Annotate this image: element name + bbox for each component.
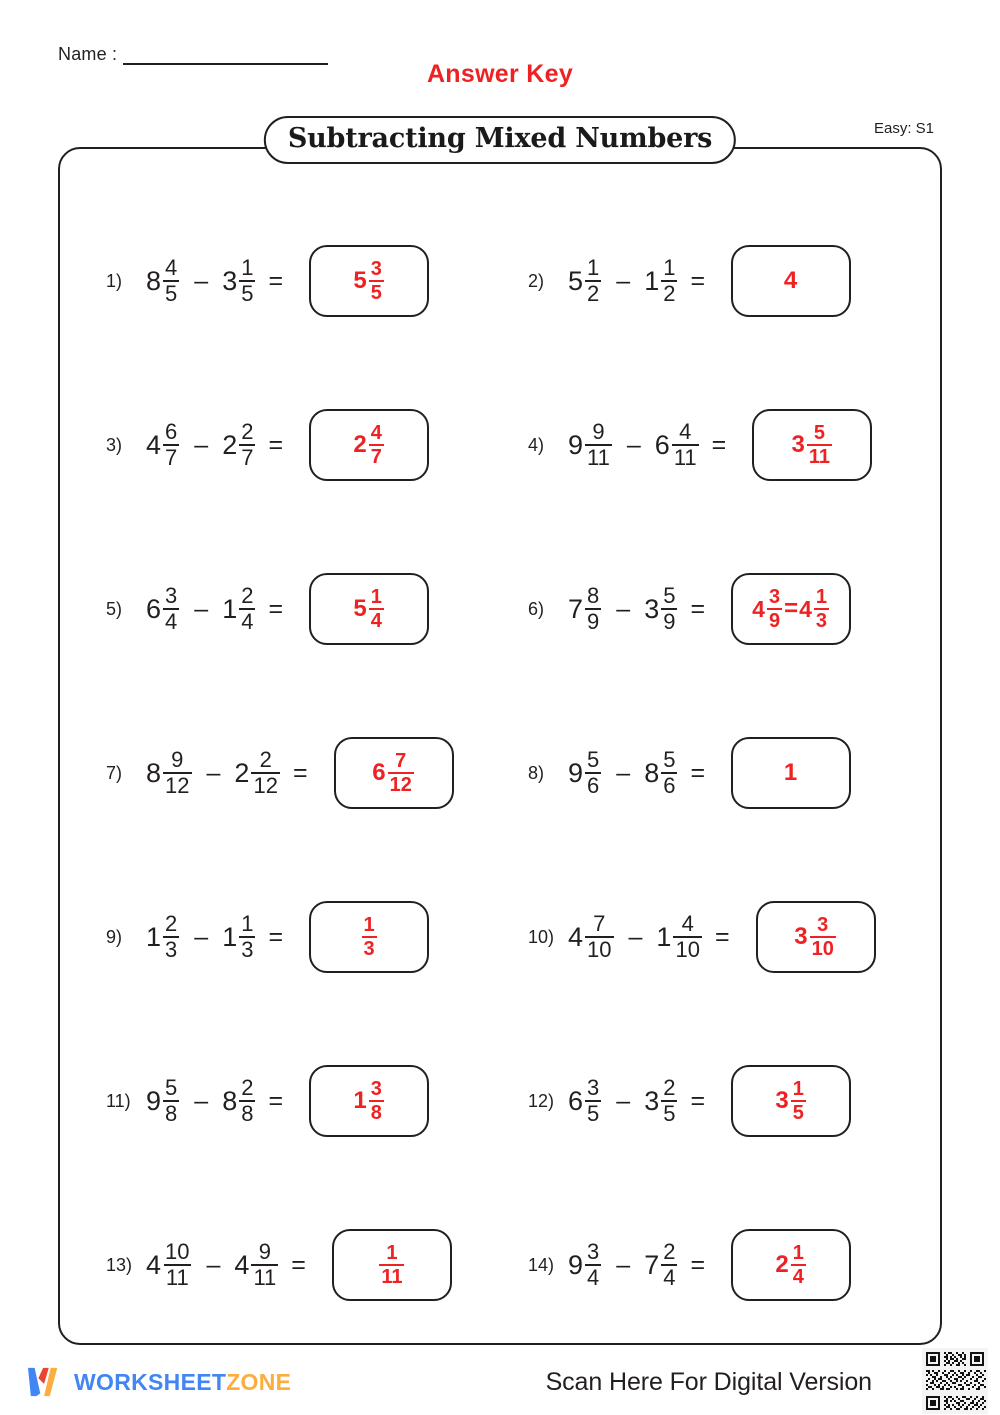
fraction	[790, 1243, 807, 1287]
answer-value	[378, 1243, 405, 1287]
fraction-denominator: 9	[768, 610, 781, 632]
fraction	[162, 749, 192, 797]
answer-box[interactable]	[332, 1229, 452, 1301]
fraction-numerator: 2	[165, 911, 178, 936]
fraction-denominator: 4	[663, 1265, 676, 1290]
fraction-numerator: 1	[663, 255, 676, 280]
minus-operator: –	[194, 266, 209, 295]
subtrahend-term	[234, 1241, 279, 1289]
problem-number: 7)	[106, 762, 123, 783]
fraction-numerator: 1	[363, 914, 375, 936]
fraction-denominator: 10	[675, 937, 700, 962]
fraction-denominator: 5	[587, 1101, 600, 1126]
answer-box[interactable]	[731, 737, 851, 809]
minus-operator: –	[616, 1250, 631, 1279]
minus-operator: –	[194, 430, 209, 459]
fraction-denominator: 7	[241, 445, 254, 470]
equals-operator: =	[690, 266, 706, 295]
logo-text-zone: ZONE	[226, 1368, 292, 1395]
fraction-numerator: 10	[165, 1239, 190, 1264]
answer-value	[353, 1079, 384, 1123]
fraction	[660, 1241, 678, 1289]
problem-number: 3)	[106, 434, 123, 455]
fraction-denominator: 7	[370, 446, 382, 468]
answer-box[interactable]	[756, 901, 876, 973]
fraction-numerator: 3	[587, 1075, 600, 1100]
answer-value	[372, 751, 415, 795]
subtrahend-term	[222, 913, 256, 961]
problem-item	[500, 1183, 942, 1347]
fraction	[790, 1079, 807, 1123]
fraction	[584, 749, 602, 797]
subtrahend-term	[655, 421, 700, 469]
subtrahend-whole: 3	[644, 593, 660, 624]
fraction-numerator: 2	[663, 1239, 676, 1264]
fraction	[250, 1241, 279, 1289]
subtrahend-whole: 1	[222, 921, 238, 952]
equals-operator: =	[268, 1086, 284, 1115]
problem-item	[58, 527, 500, 691]
fraction	[238, 913, 256, 961]
minus-operator: –	[616, 266, 631, 295]
fraction	[584, 585, 602, 633]
equals-operator: =	[690, 594, 706, 623]
equals-operator: =	[690, 1250, 706, 1279]
fraction-denominator: 2	[663, 281, 676, 306]
fraction-numerator: 6	[165, 419, 178, 444]
minuend-term	[146, 421, 180, 469]
problem-number: 6)	[528, 598, 545, 619]
minuend-term	[568, 585, 602, 633]
fraction-denominator: 11	[673, 445, 697, 470]
fraction-denominator: 5	[663, 1101, 676, 1126]
fraction-denominator: 10	[811, 938, 834, 960]
problem-number: 14)	[528, 1254, 555, 1275]
equals-operator: =	[268, 922, 284, 951]
fraction-denominator: 3	[241, 937, 254, 962]
problem-number: 2)	[528, 270, 545, 291]
problem-number: 5)	[106, 598, 123, 619]
fraction	[584, 1077, 602, 1125]
page-title: Subtracting Mixed Numbers	[287, 123, 713, 154]
fraction	[584, 1241, 602, 1289]
minus-operator: –	[628, 922, 643, 951]
problem-item	[58, 1019, 500, 1183]
minuend-term	[568, 1241, 602, 1289]
fraction-denominator: 8	[370, 1102, 382, 1124]
fraction-numerator: 5	[813, 422, 825, 444]
minus-operator: –	[616, 594, 631, 623]
minuend-whole: 5	[568, 265, 584, 296]
minus-operator: –	[616, 758, 631, 787]
minuend-term	[146, 585, 180, 633]
fraction-numerator: 3	[165, 583, 178, 608]
problem-number: 4)	[528, 434, 545, 455]
fraction	[660, 585, 678, 633]
problem-item	[500, 527, 942, 691]
minuend-whole: 4	[568, 921, 584, 952]
answer-box[interactable]	[731, 573, 851, 645]
fraction-denominator: 4	[587, 1265, 600, 1290]
fraction	[806, 423, 833, 467]
fraction	[162, 257, 180, 305]
answer-box[interactable]	[309, 1065, 429, 1137]
fraction-denominator: 3	[165, 937, 178, 962]
minuend-term	[146, 749, 193, 797]
answer-whole: 2	[775, 1251, 789, 1278]
equals-operator: =	[714, 922, 730, 951]
fraction-denominator: 4	[241, 609, 254, 634]
answer-value	[361, 915, 378, 959]
fraction	[660, 1077, 678, 1125]
equals-operator: =	[292, 758, 308, 787]
answer-box[interactable]	[731, 1065, 851, 1137]
fraction-numerator: 4	[681, 911, 694, 936]
subtrahend-whole: 1	[644, 265, 660, 296]
subtrahend-whole: 4	[234, 1249, 250, 1280]
answer-value	[792, 423, 834, 467]
fraction-numerator: 1	[241, 911, 254, 936]
fraction-numerator: 1	[815, 586, 827, 608]
fraction	[368, 259, 385, 303]
worksheet-title-pill	[264, 116, 736, 164]
minuend-whole: 6	[568, 1085, 584, 1116]
minuend-whole: 9	[568, 429, 584, 460]
answer-whole: 6	[372, 759, 386, 786]
subtrahend-term	[644, 749, 678, 797]
fraction-denominator: 12	[253, 773, 278, 798]
fraction-numerator: 2	[241, 1075, 254, 1100]
difficulty-level-tag: Easy: S1	[870, 120, 938, 137]
fraction	[162, 913, 180, 961]
fraction	[813, 587, 830, 631]
answer-whole: 1	[783, 759, 798, 786]
answer-whole: 3	[775, 1087, 789, 1114]
equals-operator: =	[690, 1086, 706, 1115]
fraction	[387, 751, 415, 795]
fraction-numerator: 7	[593, 911, 606, 936]
answer-whole: 5	[353, 595, 367, 622]
fraction-numerator: 1	[386, 1242, 398, 1264]
fraction-numerator: 4	[370, 422, 382, 444]
answer-value	[775, 1243, 806, 1287]
fraction-denominator: 12	[389, 774, 412, 796]
answer-whole: 1	[353, 1087, 367, 1114]
minus-operator: –	[194, 594, 209, 623]
answer-value	[353, 587, 384, 631]
problem-grid	[58, 147, 942, 1345]
answer-value	[775, 1079, 806, 1123]
problem-item	[500, 199, 942, 363]
answer-value	[353, 423, 384, 467]
minuend-term	[568, 421, 613, 469]
scan-instruction-text: Scan Here For Digital Version	[545, 1368, 872, 1396]
logo-text-worksheet: WORKSHEET	[74, 1368, 227, 1395]
answer-value	[784, 269, 798, 293]
fraction-denominator: 5	[370, 282, 382, 304]
answer-whole: 4	[752, 595, 765, 622]
fraction	[238, 421, 256, 469]
fraction-numerator: 9	[592, 419, 605, 444]
fraction-denominator: 4	[792, 1266, 804, 1288]
problem-item	[58, 363, 500, 527]
logo-w-mark	[26, 1365, 64, 1399]
fraction-denominator: 8	[241, 1101, 254, 1126]
answer-value	[784, 761, 798, 785]
fraction	[162, 585, 180, 633]
equals-operator: =	[291, 1250, 306, 1279]
fraction-numerator: 3	[370, 258, 382, 280]
equals-operator: =	[690, 758, 706, 787]
problem-item	[500, 1019, 942, 1183]
fraction	[162, 421, 180, 469]
problem-number: 9)	[106, 926, 123, 947]
answer-box[interactable]	[309, 901, 429, 973]
fraction	[660, 749, 678, 797]
fraction	[766, 587, 783, 631]
minuend-whole: 9	[568, 1249, 584, 1280]
fraction-denominator: 3	[815, 610, 827, 632]
subtrahend-whole: 7	[644, 1249, 660, 1280]
fraction-denominator: 9	[587, 609, 600, 634]
problem-item	[500, 691, 942, 855]
subtrahend-term	[222, 421, 256, 469]
answer-value	[752, 587, 830, 631]
minuend-whole: 7	[568, 593, 584, 624]
fraction-numerator: 2	[241, 419, 254, 444]
fraction	[672, 913, 702, 961]
fraction-denominator: 11	[253, 1265, 277, 1290]
fraction-denominator: 10	[587, 937, 612, 962]
fraction-denominator: 11	[381, 1266, 403, 1288]
minus-operator: –	[206, 758, 221, 787]
fraction	[378, 1243, 405, 1287]
fraction	[809, 915, 837, 959]
subtrahend-whole: 8	[644, 757, 660, 788]
problem-number: 12)	[528, 1090, 555, 1111]
problem-item	[58, 691, 500, 855]
fraction-numerator: 1	[792, 1078, 804, 1100]
minuend-whole: 9	[146, 1085, 162, 1116]
problem-number: 1)	[106, 270, 123, 291]
fraction-numerator: 1	[792, 1242, 804, 1264]
fraction-denominator: 4	[370, 610, 382, 632]
minus-operator: –	[194, 1086, 209, 1115]
fraction	[660, 257, 678, 305]
name-label: Name :	[58, 44, 118, 64]
fraction-denominator: 11	[587, 445, 610, 470]
minus-operator: –	[206, 1250, 221, 1279]
subtrahend-whole: 3	[222, 265, 238, 296]
minus-operator: –	[626, 430, 641, 459]
fraction	[368, 1079, 385, 1123]
problem-item	[58, 199, 500, 363]
minuend-term	[568, 1077, 602, 1125]
minuend-whole: 9	[568, 757, 584, 788]
fraction-numerator: 9	[258, 1239, 271, 1264]
minuend-term	[146, 1077, 180, 1125]
answer-whole: 4	[783, 267, 798, 294]
problem-item	[58, 855, 500, 1019]
fraction	[238, 1077, 256, 1125]
answer-box[interactable]	[309, 409, 429, 481]
fraction-numerator: 4	[165, 255, 178, 280]
problem-number: 11)	[106, 1090, 131, 1111]
equals-operator: =	[268, 430, 284, 459]
fraction	[238, 257, 256, 305]
subtrahend-term	[222, 1077, 256, 1125]
fraction-denominator: 12	[165, 773, 190, 798]
answer-box[interactable]	[731, 1229, 851, 1301]
minuend-whole: 1	[146, 921, 162, 952]
minuend-whole: 8	[146, 265, 162, 296]
answer-value	[353, 259, 384, 303]
minuend-term	[568, 257, 602, 305]
fraction-denominator: 7	[165, 445, 178, 470]
fraction-numerator: 4	[679, 419, 692, 444]
subtrahend-whole: 3	[644, 1085, 660, 1116]
minus-operator: –	[616, 1086, 631, 1115]
problem-number: 8)	[528, 762, 545, 783]
fraction-numerator: 5	[663, 747, 676, 772]
fraction-numerator: 2	[663, 1075, 676, 1100]
subtrahend-whole: 2	[234, 757, 250, 788]
fraction-numerator: 5	[587, 747, 600, 772]
fraction-denominator: 6	[663, 773, 676, 798]
subtrahend-term	[222, 257, 256, 305]
minuend-term	[568, 913, 615, 961]
answer-whole: 3	[791, 431, 805, 458]
fraction	[671, 421, 700, 469]
fraction-denominator: 5	[241, 281, 254, 306]
fraction-numerator: 3	[587, 1239, 600, 1264]
answer-box[interactable]	[752, 409, 872, 481]
subtrahend-term	[644, 1077, 678, 1125]
answer-key-label: Answer Key	[426, 60, 574, 88]
subtrahend-whole: 2	[222, 429, 238, 460]
fraction-numerator: 8	[587, 583, 600, 608]
minus-operator: –	[194, 922, 209, 951]
answer-box[interactable]	[334, 737, 454, 809]
fraction-denominator: 11	[165, 1265, 189, 1290]
logo-text	[74, 1369, 291, 1396]
equals-operator: =	[268, 266, 284, 295]
problem-item	[500, 855, 942, 1019]
problem-item	[58, 1183, 500, 1347]
fraction-numerator: 1	[241, 255, 254, 280]
fraction	[162, 1077, 180, 1125]
fraction-denominator: 4	[165, 609, 178, 634]
problem-number: 10)	[528, 926, 555, 947]
fraction-denominator: 5	[792, 1102, 804, 1124]
qr-code-image[interactable]	[922, 1348, 988, 1414]
subtrahend-term	[222, 585, 256, 633]
fraction	[250, 749, 280, 797]
fraction-numerator: 2	[259, 747, 272, 772]
subtrahend-whole: 1	[656, 921, 672, 952]
fraction	[361, 915, 378, 959]
minuend-term	[568, 749, 602, 797]
answer-whole: 2	[353, 431, 367, 458]
answer-equals-sign: =	[784, 595, 799, 622]
fraction-numerator: 1	[587, 255, 600, 280]
fraction	[162, 1241, 192, 1289]
fraction-numerator: 5	[165, 1075, 178, 1100]
fraction-numerator: 3	[768, 586, 781, 608]
problem-item	[500, 363, 942, 527]
answer-box[interactable]	[731, 245, 851, 317]
subtrahend-term	[234, 749, 281, 797]
fraction	[584, 421, 613, 469]
fraction-numerator: 3	[817, 914, 829, 936]
minuend-whole: 6	[146, 593, 162, 624]
fraction-numerator: 9	[171, 747, 184, 772]
fraction-denominator: 2	[587, 281, 600, 306]
fraction-numerator: 3	[370, 1078, 382, 1100]
minuend-whole: 4	[146, 1249, 162, 1280]
answer-simplified-whole: 4	[799, 595, 812, 622]
answer-whole: 3	[794, 923, 808, 950]
subtrahend-term	[644, 257, 678, 305]
subtrahend-term	[644, 1241, 678, 1289]
subtrahend-term	[656, 913, 703, 961]
fraction-numerator: 2	[241, 583, 254, 608]
fraction-denominator: 8	[165, 1101, 178, 1126]
fraction	[368, 587, 385, 631]
fraction-denominator: 11	[808, 446, 831, 468]
minuend-whole: 8	[146, 757, 162, 788]
fraction-numerator: 5	[663, 583, 676, 608]
minuend-term	[146, 1241, 193, 1289]
fraction-denominator: 9	[663, 609, 676, 634]
minuend-term	[146, 913, 180, 961]
fraction-denominator: 5	[165, 281, 178, 306]
worksheet-zone-logo[interactable]	[26, 1365, 291, 1399]
answer-box[interactable]	[309, 245, 429, 317]
fraction-numerator: 7	[395, 750, 407, 772]
subtrahend-whole: 8	[222, 1085, 238, 1116]
fraction-denominator: 6	[587, 773, 600, 798]
fraction	[584, 913, 614, 961]
answer-value	[794, 915, 837, 959]
fraction-numerator: 1	[370, 586, 382, 608]
subtrahend-whole: 6	[654, 429, 670, 460]
problem-number: 13)	[106, 1254, 133, 1275]
fraction	[584, 257, 602, 305]
minuend-term	[146, 257, 180, 305]
subtrahend-whole: 1	[222, 593, 238, 624]
minuend-whole: 4	[146, 429, 162, 460]
answer-box[interactable]	[309, 573, 429, 645]
equals-operator: =	[711, 430, 727, 459]
subtrahend-term	[644, 585, 678, 633]
fraction	[238, 585, 256, 633]
equals-operator: =	[268, 594, 284, 623]
fraction-denominator: 3	[363, 938, 375, 960]
fraction	[368, 423, 385, 467]
answer-whole: 5	[353, 267, 367, 294]
